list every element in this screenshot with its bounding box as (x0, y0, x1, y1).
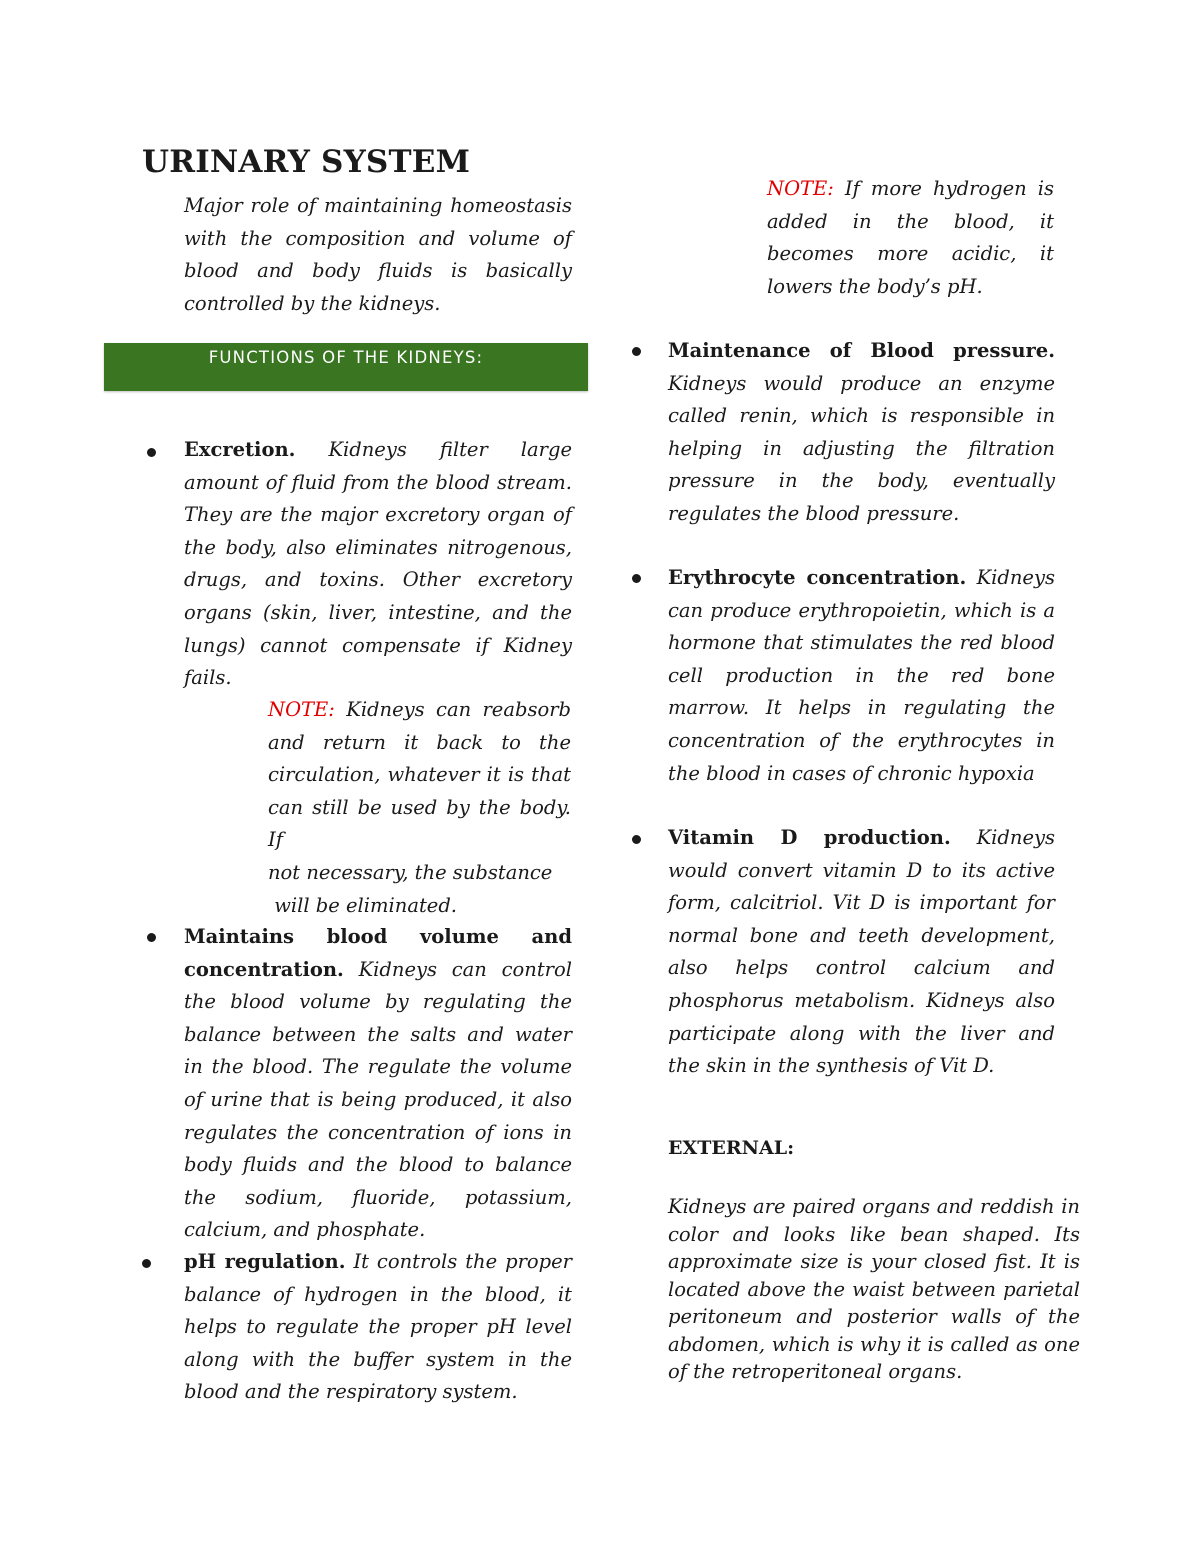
note-line: can still be used by the body. If (268, 795, 571, 852)
function-blood-pressure (668, 335, 1055, 531)
function-lead: Maintenance of Blood pressure. (668, 339, 1055, 362)
note-line: not necessary, the substance (268, 860, 553, 884)
bullet-icon (632, 835, 641, 844)
bullet-icon (632, 347, 641, 356)
bullet-icon (147, 933, 156, 942)
function-body: Kidneys would produce an enzyme called renin, which is responsible in helping in adjusting the filtration pressure in the body, eventually regulates the blood pressure. (668, 371, 1055, 525)
external-paragraph: Kidneys are paired organs and reddish in color and looks like bean shaped. Its approximate size is your closed fist. It is located above the waist between parietal peritoneum and posterior walls of the abdomen, which is why it is called as one of the retroperitoneal organs. (668, 1195, 1080, 1383)
bullet-icon (142, 1259, 151, 1268)
note-line: circulation, whatever it is that (268, 763, 571, 787)
function-lead: Vitamin D production. (668, 826, 951, 849)
function-erythrocyte (668, 562, 1055, 790)
note-label: NOTE: (767, 177, 834, 200)
function-body: It controls the proper balance of hydrogen in the blood, it helps to regulate the proper pH level along with the buffer system in the blood and the respiratory system. (184, 1250, 572, 1404)
function-lead: Erythrocyte concentration. (668, 566, 967, 589)
function-ph-regulation (184, 1246, 572, 1409)
function-vitamin-d (668, 822, 1055, 1083)
function-excretion (184, 434, 572, 695)
function-lead: Excretion. (184, 438, 296, 461)
note-label: NOTE: (268, 698, 335, 721)
function-lead: Maintains blood volume and concentration. (184, 925, 572, 981)
note-line: Kidneys can reabsorb (346, 698, 572, 721)
bullet-icon (147, 448, 156, 457)
intro-paragraph: Major role of maintaining homeostasis with the composition and volume of blood and body fluids is basically controlled by the kidneys. (184, 194, 572, 315)
note-hydrogen (767, 173, 1054, 303)
function-body: Kidneys can produce erythropoietin, which is a hormone that stimulates the red blood cell production in the red bone marrow. It helps in regulating the concentration of the erythrocytes in the blood in cases of chronic hypoxia (668, 566, 1055, 785)
bullet-icon (632, 574, 641, 583)
function-body: Kidneys filter large amount of fluid from the blood stream. They are the major excretory organ of the body, also eliminates nitrogenous, drugs, and toxins. Other excretory organs (skin, liver, intestine, and the lungs) cannot compensate if Kidney fails. (184, 438, 572, 690)
function-lead: pH regulation. (184, 1250, 346, 1273)
section-banner: FUNCTIONS OF THE KIDNEYS: (104, 343, 588, 391)
note-line: and return it back to the (268, 730, 571, 754)
function-body: Kidneys can control the blood volume by regulating the balance between the salts and water in the blood. The regulate the volume of urine that is being produced, it also regulates the concentration of ions in body fluids and the blood to balance the sodium, fluoride, potassium, calcium, and phosphate. (184, 957, 572, 1242)
external-heading: EXTERNAL: (668, 1137, 795, 1159)
note-reabsorb (268, 694, 571, 922)
note-line: will be eliminated. (268, 893, 458, 917)
function-body: Kidneys would convert vitamin D to its active form, calcitriol. Vit D is important for normal bone and teeth development, also helps control calcium and phosphorus metabolism. Kidneys also participate along with the liver and the skin in the synthesis of Vit D. (668, 826, 1056, 1078)
note-text: If more hydrogen is added in the blood, it becomes more acidic, it lowers the body’s pH. (767, 177, 1054, 298)
page-title: URINARY SYSTEM (142, 144, 471, 180)
function-blood-volume (184, 921, 572, 1247)
